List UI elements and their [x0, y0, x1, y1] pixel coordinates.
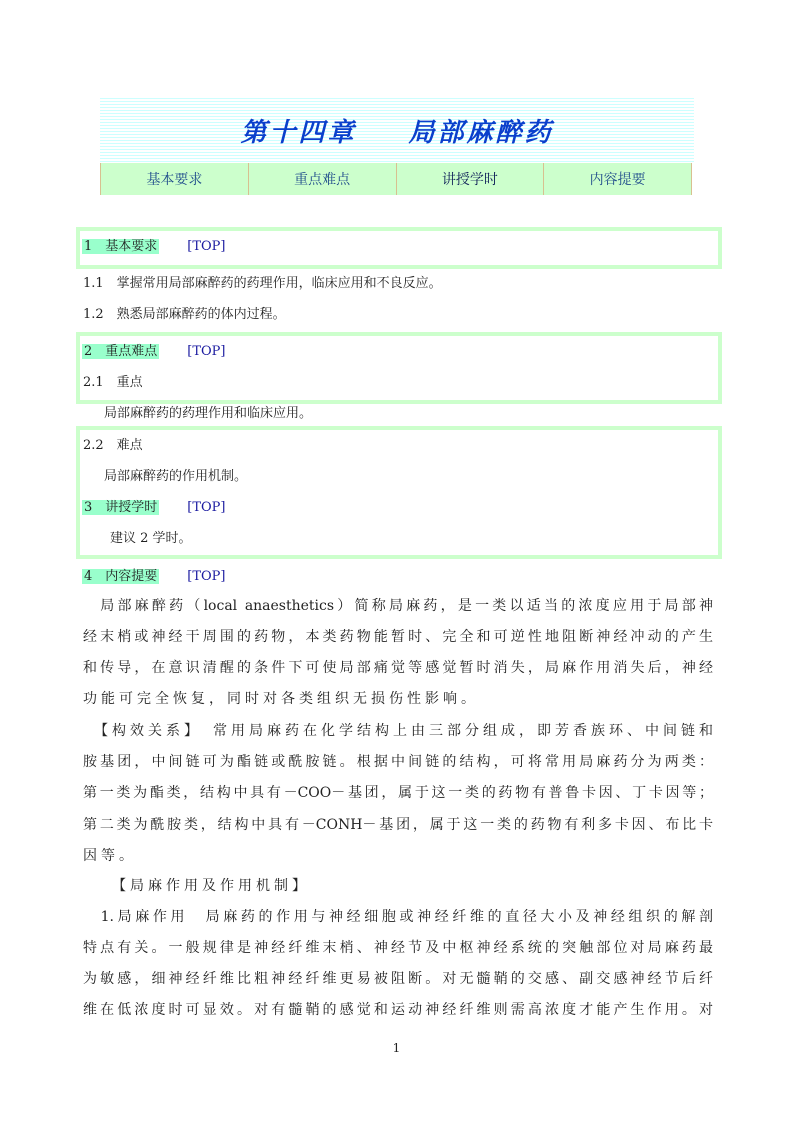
- body-line: 经末梢或神经干周围的药物，本类药物能暂时、完全和可逆性地阻断神经冲动的产生: [83, 629, 713, 645]
- chapter-title: [100, 112, 694, 149]
- body-line: 功能可完全恢复，同时对各类组织无损伤性影响。: [83, 691, 479, 707]
- subheading: 2.2 难点: [83, 438, 143, 453]
- section-heading-1: 1 基本要求: [84, 239, 158, 254]
- body-line: 为敏感，细神经纤维比粗神经纤维更易被阻断。对无髓鞘的交感、副交感神经节后纤: [83, 971, 713, 987]
- subheading: 2.1 重点: [83, 375, 143, 390]
- top-link[interactable]: [TOP]: [187, 344, 226, 359]
- section-heading-2: 2 重点难点: [84, 344, 158, 359]
- top-link[interactable]: [TOP]: [187, 239, 226, 254]
- body-line: 1.局麻作用 局麻药的作用与神经细胞或神经纤维的直径大小及神经组织的解剖: [83, 909, 713, 925]
- chapter-name: 局部麻醉药: [408, 118, 554, 148]
- top-link[interactable]: [TOP]: [187, 500, 226, 515]
- paragraph: 建议 2 学时。: [110, 531, 192, 546]
- body-line: 第二类为酰胺类，结构中具有－CONH－基团，属于这一类的药物有利多卡因、布比卡: [83, 817, 713, 833]
- body-line: 维在低浓度时可显效。对有髓鞘的感觉和运动神经纤维则需高浓度才能产生作用。对: [83, 1002, 713, 1018]
- section-heading-3: 3 讲授学时: [84, 500, 158, 515]
- paragraph: 局部麻醉药的药理作用和临床应用。: [104, 406, 313, 421]
- nav-key-points[interactable]: 重点难点: [248, 163, 396, 195]
- chapter-number: 第十四章: [240, 118, 357, 148]
- body-line: 因等。: [83, 848, 137, 864]
- nav-basic-requirements[interactable]: 基本要求: [100, 163, 248, 195]
- body-line: 【构效关系】 常用局麻药在化学结构上由三部分组成，即芳香族环、中间链和: [83, 723, 713, 739]
- chapter-banner: [100, 98, 694, 163]
- nav-teaching-hours[interactable]: 讲授学时: [396, 163, 544, 195]
- body-line: 第一类为酯类，结构中具有－COO－基团，属于这一类的药物有普鲁卡因、丁卡因等；: [83, 785, 713, 801]
- section-heading-4: 4 内容提要: [84, 569, 158, 584]
- page-number: 1: [392, 1041, 401, 1055]
- paragraph: 局部麻醉药的作用机制。: [104, 469, 248, 484]
- body-line: 特点有关。一般规律是神经纤维末梢、神经节及中枢神经系统的突触部位对局麻药最: [83, 940, 713, 956]
- body-line: 和传导，在意识清醒的条件下可使局部痛觉等感觉暂时消失，局麻作用消失后，神经: [83, 660, 713, 676]
- nav-content-summary[interactable]: 内容提要: [543, 163, 692, 195]
- top-link[interactable]: [TOP]: [187, 569, 226, 584]
- body-line: 胺基团，中间链可为酯链或酰胺链。根据中间链的结构，可将常用局麻药分为两类：: [83, 754, 713, 770]
- body-line: 【局麻作用及作用机制】: [83, 878, 310, 894]
- body-line: 局部麻醉药（local anaesthetics）简称局麻药，是一类以适当的浓度应用于局部神: [83, 598, 713, 614]
- list-item: 1.1 掌握常用局部麻醉药的药理作用，临床应用和不良反应。: [83, 276, 442, 291]
- list-item: 1.2 熟悉局部麻醉药的体内过程。: [83, 307, 286, 322]
- section-nav: [100, 163, 692, 195]
